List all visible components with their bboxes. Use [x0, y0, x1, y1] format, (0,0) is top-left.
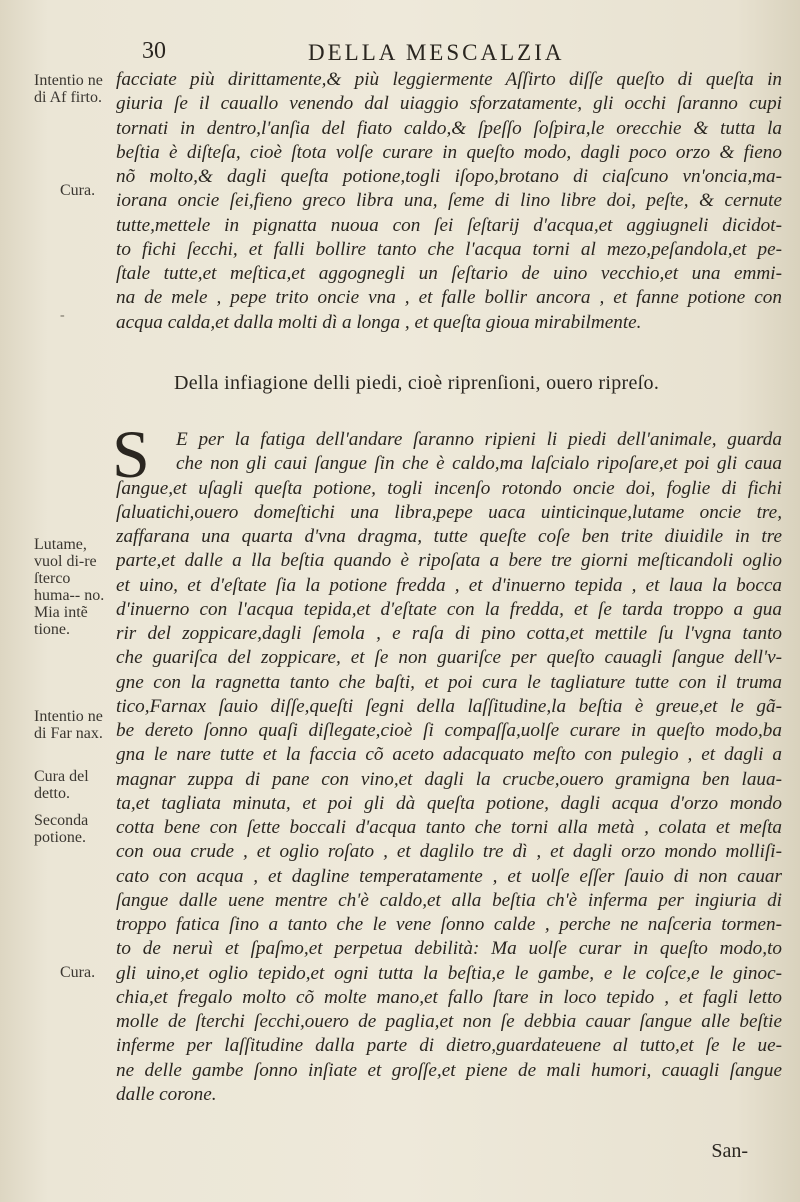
text-line: chia,et fregalo molto cõ molte mano,et fallo ſtare in loco tepido , et fagli letto: [116, 986, 782, 1008]
text-line: molle de ſterchi ſecchi,ouero de paglia,et non ſe debbia cauar ſangue alle beſtie: [116, 1011, 782, 1032]
margin-note-intentione-afsirto: Intentio ne di Af firto.: [34, 72, 103, 106]
text-line: con oua crude , et oglio roſato , et daglilo tre dì , et dagli orzo mondo molliſi-: [116, 841, 782, 863]
text-line: be dereto ſonno quaſi diſlegate,cioè ſi compaſſa,uolſe curare in queſto modo,ba: [116, 720, 782, 741]
text-line: che non gli caui ſangue ſin che è caldo,ma laſcialo ripoſare,et poi gli caua: [176, 453, 782, 475]
margin-note-seconda-potione: Seconda potione.: [34, 812, 89, 846]
text-line: to de neruì et ſpaſmo,et perpetua debilità: Ma uolſe curar in queſto modo,to: [116, 938, 782, 960]
page-number: 30: [142, 38, 166, 64]
text-line: iorana oncie ſei,fieno greco libra una, ſeme di lino libre doi, peſte, & cernute: [116, 190, 782, 212]
text-line: ta,et tagliata minuta, et poi gli dà queſta potione, dagli acqua d'orzo mondo: [116, 792, 782, 814]
text-line: tutte,mettele in pignatta nuoua con ſei ſeſtarij d'acqua,et aggiugneli dicidot-: [116, 214, 782, 236]
text-line: rir del zoppicare,dagli ſemola , e raſa di pino cotta,et mettile ſu l'vgna tanto: [116, 623, 782, 644]
margin-dash: -: [60, 308, 65, 323]
text-line: tornati in dentro,l'anſia del fiato caldo,& ſpeſſo ſoſpira,le orecchie & tutta la: [116, 117, 782, 139]
paragraph-afsirto: [116, 68, 782, 335]
text-line: cotta bene con ſette boccali d'acqua tanto che torni alla metà , colata et meſta: [116, 817, 782, 838]
paragraph-infiagione: [116, 428, 782, 1107]
text-line: facciate più dirittamente,& più leggiermente Aſſirto diſſe queſto di queſta in: [116, 69, 782, 90]
text-line: na de mele , pepe trito oncie vna , et falle bollir ancora , et fanne potione con: [116, 287, 782, 309]
margin-note-cura-2: Cura.: [60, 964, 96, 981]
page-header: [0, 38, 800, 68]
text-line: magnar zuppa di pane con vino,et dagli la crucbe,ouero gramigna ben laua-: [116, 768, 782, 790]
text-line: acqua calda,et dalla molti dì a longa , et queſta gioua mirabilmente.: [116, 311, 642, 333]
text-line: troppo fatica ſino a tanto che le vene ſonno calde , perche ne naſceria tormen-: [116, 914, 782, 935]
section-title: Della infiagione delli piedi, cioè riprenſioni, ouero ripreſo.: [174, 372, 660, 394]
text-line: dalle corone.: [116, 1083, 217, 1105]
margin-note-lutame: Lutame, vuol di-re ſterco huma-- no. Mia intẽ tione.: [34, 536, 105, 638]
text-line: gna le nare tutte et la faccia cõ aceto adacquato meſto con pulegio , et dagli a: [116, 744, 782, 766]
text-line: zaffarana una quarta d'vna dragma, tutte queſte coſe ben trite diuidile in tre: [116, 526, 782, 547]
margin-note-cura-del-detto: Cura del detto.: [34, 768, 89, 802]
text-line: ne delle gambe ſonno inſiate et groſſe,et piene de mali humori, cauagli ſangue: [116, 1059, 782, 1081]
text-line: to fichi ſecchi, et falli bollire tanto che l'acqua torni al mezo,peſandola,et pe-: [116, 238, 782, 260]
text-line: ſtale tutte,et meſtica,et aggognegli un ſeſtario de uino vecchio,et una emmi-: [116, 263, 782, 284]
catchword: San-: [711, 1140, 748, 1162]
text-line: inferme per laſſitudine dalla parte di dietro,guardateuene al tutto,et ſe le ue-: [116, 1035, 782, 1057]
text-line: ſaluatichi,ouero domeſtichi una libra,pepe uaca uinticinque,lutame oncie tre,: [116, 501, 782, 523]
text-line: giuria ſe il cauallo venendo dal uiaggio sforzatamente, gli occhi ſaranno cupi: [116, 93, 782, 115]
running-head: DELLA MESCALZIA: [308, 40, 565, 65]
text-line: et uino, et d'eſtate ſia la potione fredda , et d'inuerno tepida , et laua la bocca: [116, 574, 782, 596]
text-line: ſangue dalle uene mentre ch'è caldo,et alla beſtia ch'è inferma per ingiuria di: [116, 889, 782, 911]
margin-note-intentione-farnax: Intentio ne di Far nax.: [34, 708, 103, 742]
text-line: d'inuerno con l'acqua tepida,et d'eſtate con la fredda, et ſe tarda troppo a gua: [116, 598, 782, 620]
text-line: che guariſca del zoppicare, et ſe non guariſce per queſto cauagli ſangue dell'v-: [116, 647, 782, 669]
text-line: ſangue,et uſagli queſta potione, togli incenſo rotondo oncie doi, foglie di fichi: [116, 477, 782, 499]
margin-note-cura-1: Cura.: [60, 182, 96, 199]
drop-capital: S: [112, 416, 150, 492]
text-line: gli uino,et oglio tepido,et ogni tutta la beſtia,e le gambe, e le coſce,e le ginoc-: [116, 962, 782, 984]
text-line: tico,Farnax ſauio diſſe,queſti ſegni della laſſitudine,la beſtia è greue,et le gã-: [116, 695, 782, 717]
text-line: cato con acqua , et dagline temperatamente , et uolſe eſſer ſauio di non cauar: [116, 865, 782, 887]
text-line: E per la fatiga dell'andare ſaranno ripieni li piedi dell'animale, guarda: [176, 429, 782, 450]
text-line: parte,et dalle a lla beſtia quando è ripoſata a bere tre giorni meſticandoli oglio: [116, 550, 782, 572]
text-line: nõ molto,& dagli queſta potione,togli iſopo,brotano di ciaſcuno vn'oncia,ma-: [116, 166, 782, 187]
text-line: gne con la ragnetta tanto che baſti, et poi cura le tagliature tutte con il truma: [116, 671, 782, 693]
text-line: beſtia è diſteſa, cioè ſtota volſe curare in queſto modo, dagli poco orzo & fieno: [116, 141, 782, 163]
